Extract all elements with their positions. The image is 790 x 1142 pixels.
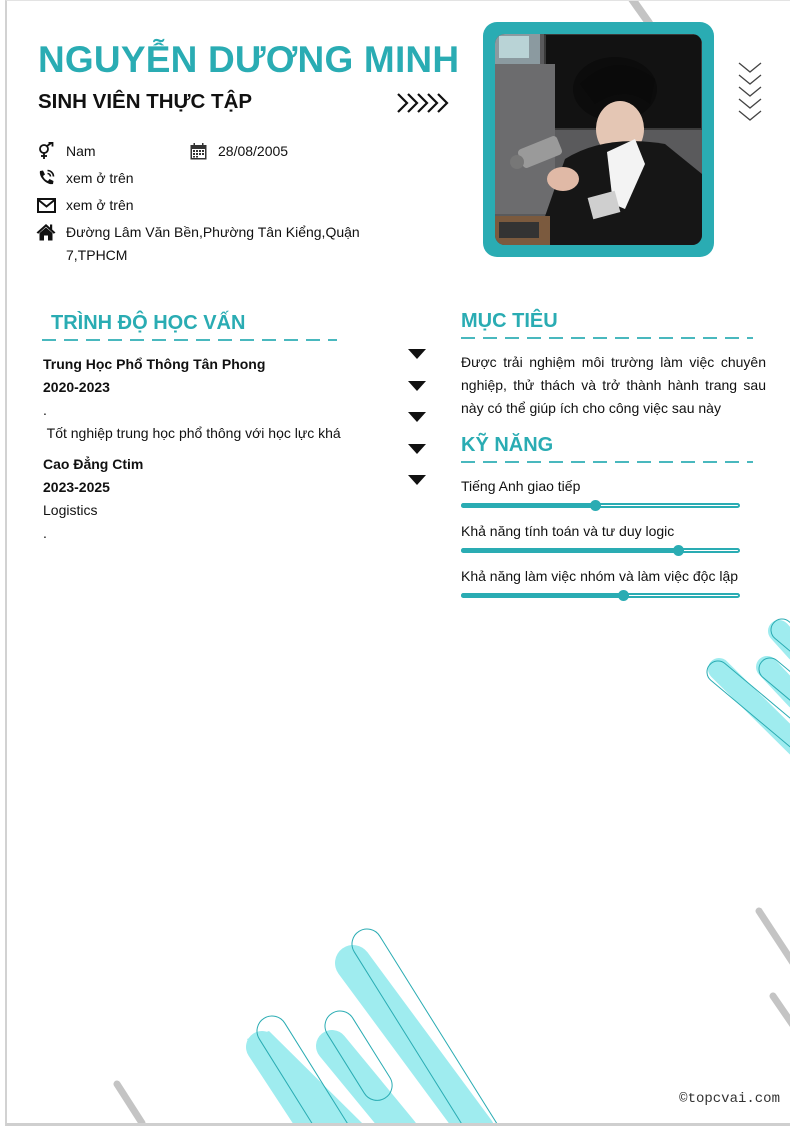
skills-title: KỸ NĂNG <box>461 434 554 456</box>
skills-divider <box>461 460 753 464</box>
skill-bar <box>461 548 740 553</box>
college-note: . <box>43 525 47 541</box>
skill-label: Khả năng làm việc nhóm và làm việc độc lập <box>461 568 739 584</box>
triangle-down-icon <box>408 349 426 359</box>
school-years: 2020-2023 <box>43 379 110 395</box>
birthday-value: 28/08/2005 <box>218 143 289 159</box>
objective-title: MỤC TIÊU <box>461 310 558 332</box>
triangle-down-icon <box>408 381 426 391</box>
gender-value: Nam <box>66 143 96 159</box>
email-value: xem ở trên <box>66 197 134 213</box>
calendar-icon <box>188 141 208 161</box>
college-name: Cao Đẳng Ctim <box>43 456 144 472</box>
email-row <box>36 194 134 217</box>
triangle-down-icon <box>408 475 426 485</box>
phone-value: xem ở trên <box>66 170 134 186</box>
phone-icon <box>36 168 56 188</box>
triangle-down-icon <box>408 444 426 454</box>
school-description: Tốt nghiệp trung học phổ thông với học lực khá <box>43 425 341 441</box>
college-major: Logistics <box>43 502 98 518</box>
gender-row <box>36 140 96 163</box>
skill-knob <box>618 590 629 601</box>
home-icon <box>36 222 56 242</box>
chevrons-down-icon <box>737 59 763 129</box>
education-divider <box>42 338 337 342</box>
birthday-row <box>188 140 288 163</box>
chevrons-right-icon <box>395 91 449 115</box>
skill-fill <box>461 548 676 553</box>
skill-label: Khả năng tính toán và tư duy logic <box>461 523 675 539</box>
skill-bar <box>461 503 740 508</box>
profile-photo-frame <box>483 22 714 257</box>
school-note: . <box>43 402 47 418</box>
watermark: ©topcvai.com <box>679 1091 780 1107</box>
school-name: Trung Học Phổ Thông Tân Phong <box>43 356 266 372</box>
skill-fill <box>461 503 593 508</box>
skill-bar <box>461 593 740 598</box>
education-title: TRÌNH ĐỘ HỌC VẤN <box>51 312 246 334</box>
skill-fill <box>461 593 621 598</box>
objective-divider <box>461 336 753 340</box>
mail-icon <box>36 195 56 215</box>
candidate-name: NGUYỄN DƯƠNG MINH <box>38 39 460 80</box>
address-value: Đường Lâm Văn Bền,Phường Tân Kiểng,Quận 7,TPHCM <box>66 224 360 263</box>
objective-text: Được trải nghiệm môi trường làm việc chuyên nghiệp, thử thách và trở thành hành trang sau này có thể giúp ích cho công việc sau này <box>461 354 766 416</box>
job-title: SINH VIÊN THỰC TẬP <box>38 90 253 113</box>
college-years: 2023-2025 <box>43 479 110 495</box>
address-row <box>36 221 360 267</box>
skill-label: Tiếng Anh giao tiếp <box>461 478 581 494</box>
cv-page <box>5 0 790 1126</box>
phone-row <box>36 167 134 190</box>
profile-photo <box>495 34 702 245</box>
gender-icon <box>36 141 56 161</box>
skill-knob <box>673 545 684 556</box>
skill-knob <box>590 500 601 511</box>
triangle-down-icon <box>408 412 426 422</box>
